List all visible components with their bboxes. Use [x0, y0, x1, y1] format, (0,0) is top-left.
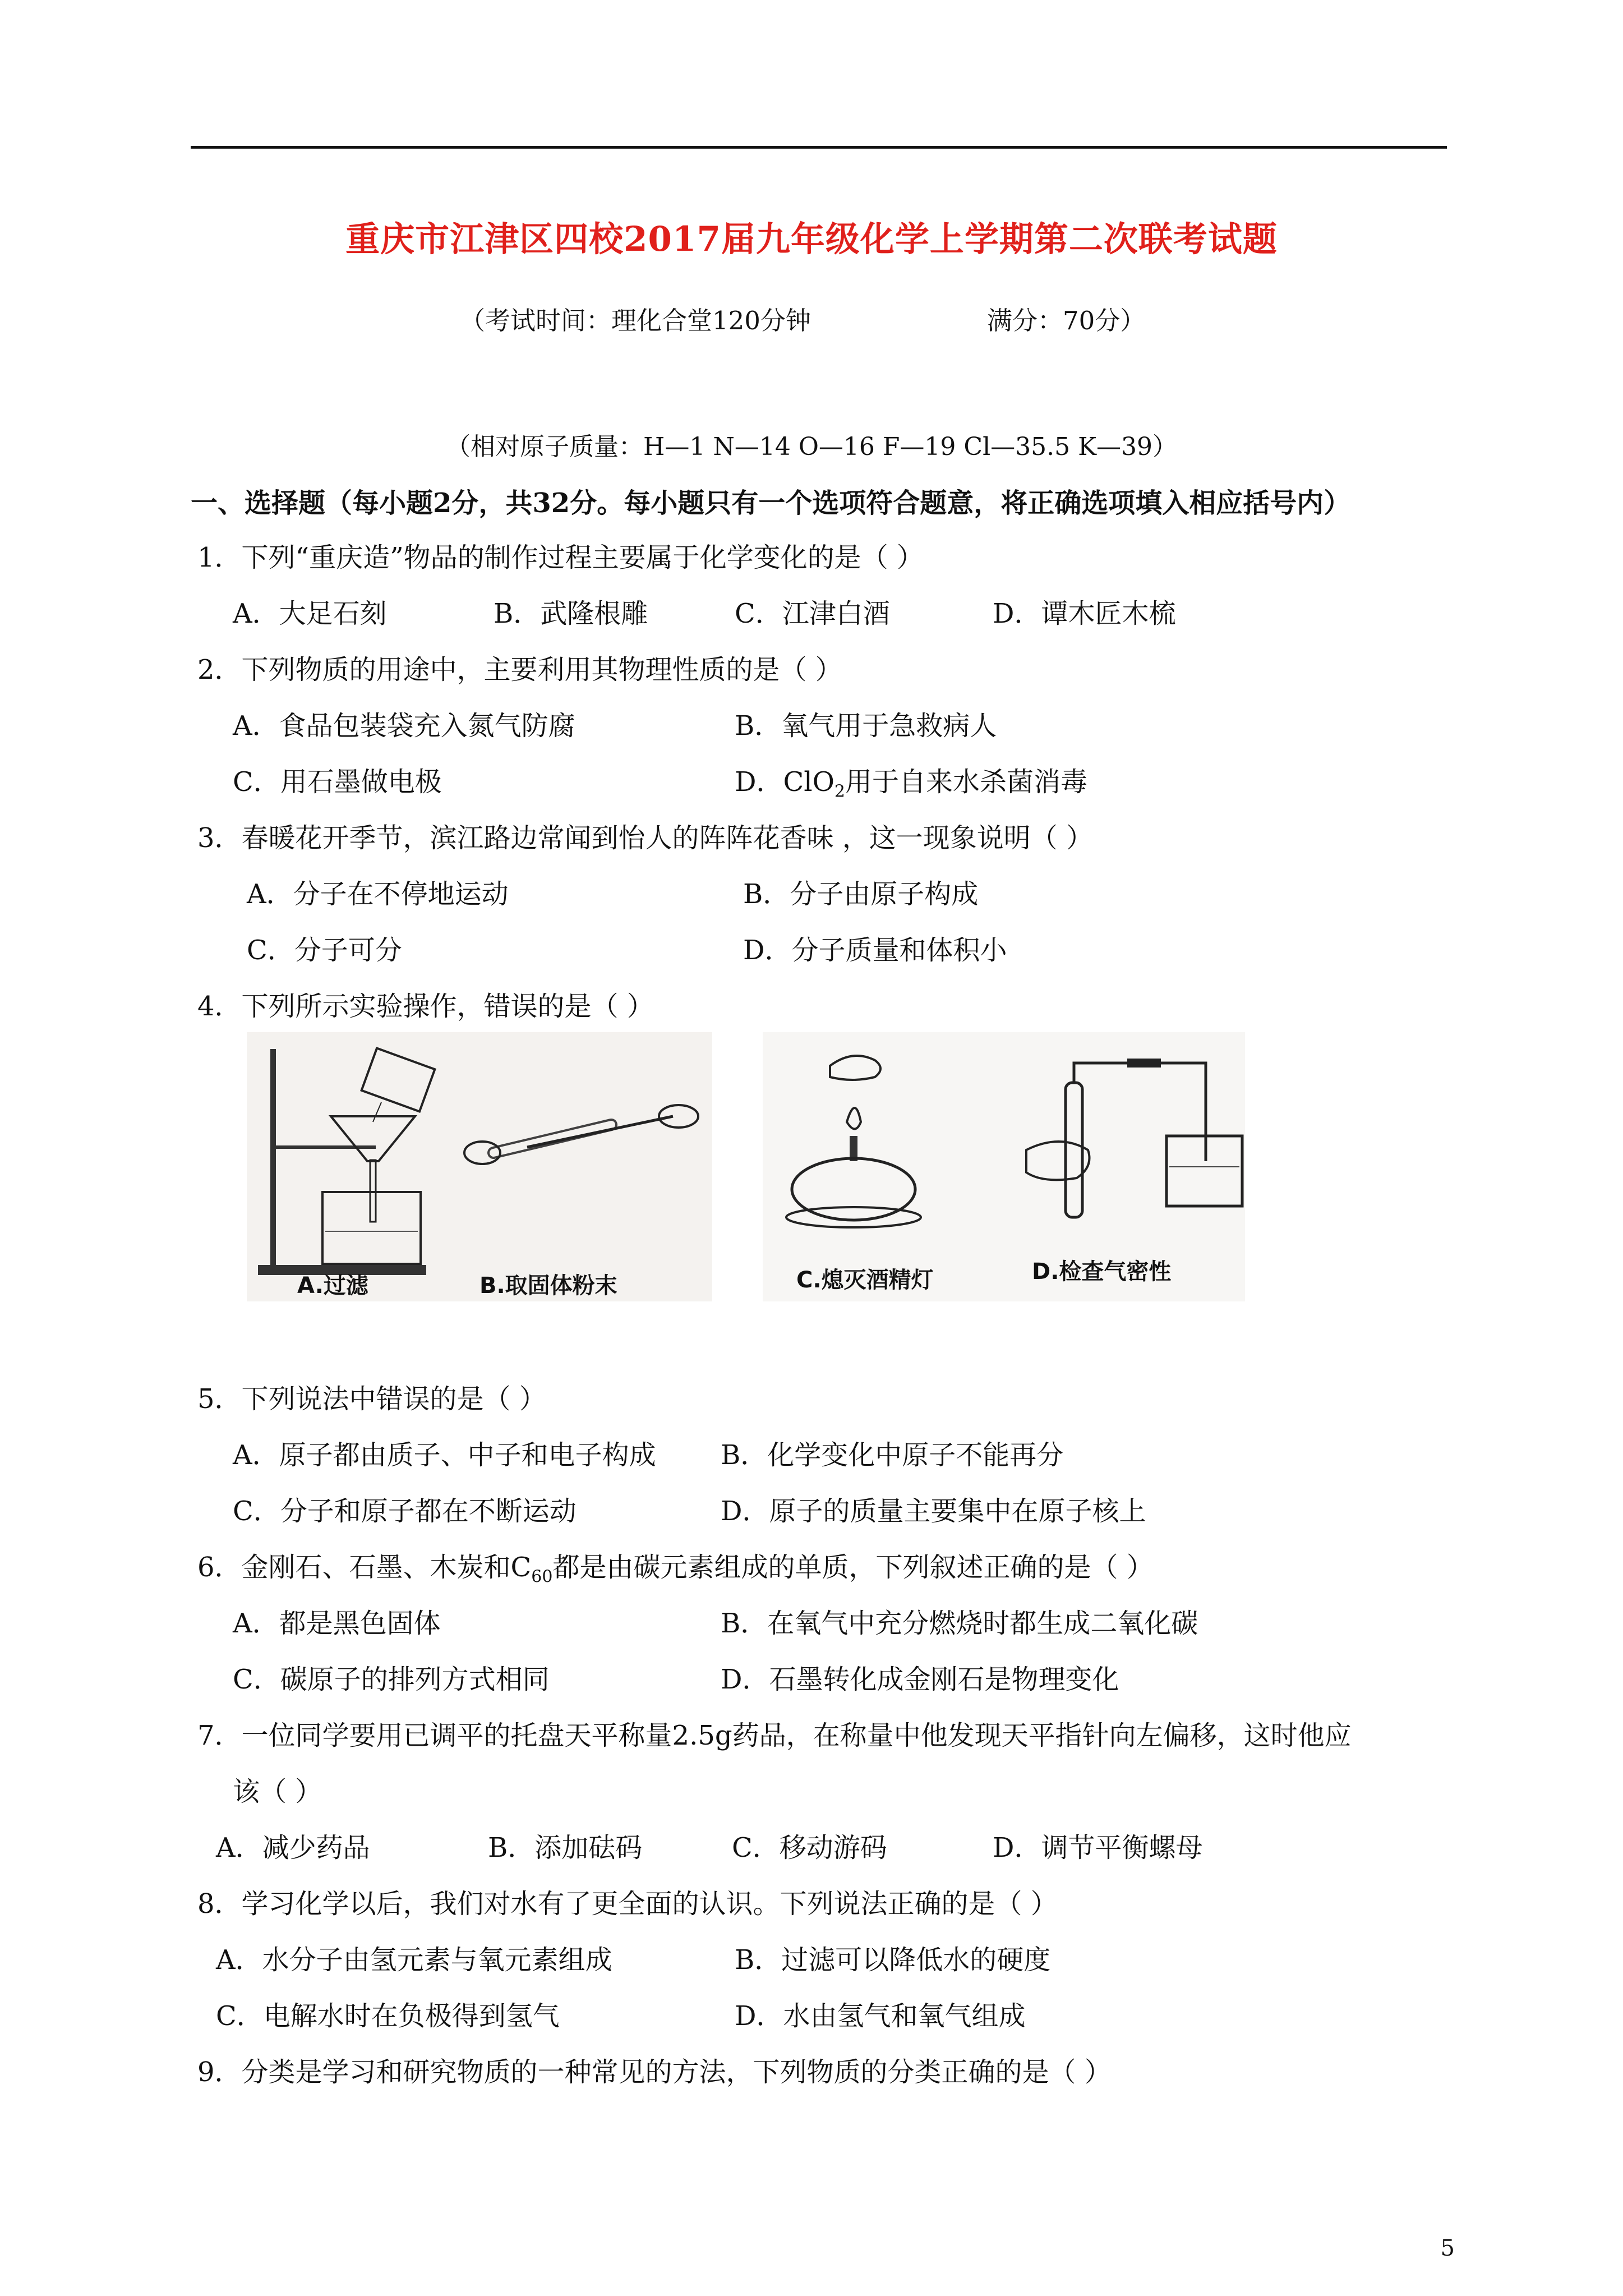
q8-option-c: C．电解水时在负极得到氢气 — [216, 2000, 560, 2032]
q7-option-b: B．添加砝码 — [488, 1832, 643, 1864]
lab-figure-cd — [763, 1032, 1245, 1301]
q5-option-b: B．化学变化中原子不能再分 — [721, 1439, 1064, 1471]
full-score: 满分：70分） — [987, 306, 1146, 335]
q1-option-d: D．谭木匠木梳 — [993, 598, 1176, 629]
exam-time: （考试时间：理化合堂120分钟 — [460, 306, 811, 335]
question-1-stem: 1．下列“重庆造”物品的制作过程主要属于化学变化的是（ ） — [197, 542, 924, 573]
question-7-stem-cont: 该（ ） — [233, 1776, 322, 1807]
q8-option-a: A．水分子由氢元素与氧元素组成 — [216, 1944, 612, 1976]
q2-option-b: B．氧气用于急救病人 — [735, 710, 997, 742]
caption-c: C.熄灭酒精灯 — [796, 1267, 934, 1293]
q1-option-b: B．武隆根雕 — [494, 598, 648, 629]
question-5-stem: 5．下列说法中错误的是（ ） — [197, 1383, 546, 1415]
q2-option-d: D．ClO$_2$用于自来水杀菌消毒 — [735, 766, 1088, 802]
q8-option-d: D．水由氢气和氧气组成 — [735, 2000, 1026, 2032]
q7-option-a: A．减少药品 — [216, 1832, 370, 1864]
question-8-stem: 8．学习化学以后，我们对水有了更全面的认识。下列说法正确的是（ ） — [197, 1888, 1058, 1920]
q1-option-a: A．大足石刻 — [233, 598, 387, 629]
q2-option-c: C．用石墨做电极 — [233, 766, 442, 798]
lab-figure-ab — [247, 1032, 712, 1301]
q1-option-c: C．江津白酒 — [735, 598, 890, 629]
question-9-stem: 9．分类是学习和研究物质的一种常见的方法，下列物质的分类正确的是（ ） — [197, 2056, 1112, 2088]
q2-option-a: A．食品包装袋充入氮气防腐 — [233, 710, 575, 742]
q3-option-b: B．分子由原子构成 — [743, 878, 979, 910]
q8-option-b: B．过滤可以降低水的硬度 — [735, 1944, 1051, 1976]
q5-option-c: C．分子和原子都在不断运动 — [233, 1496, 577, 1527]
q6-option-d: D．石墨转化成金刚石是物理变化 — [721, 1664, 1119, 1695]
q3-option-c: C．分子可分 — [247, 935, 402, 966]
section-heading: 一、选择题（每小题2分，共32分。每小题只有一个选项符合题意，将正确选项填入相应括号内） — [191, 487, 1351, 519]
q6-option-b: B．在氧气中充分燃烧时都生成二氧化碳 — [721, 1608, 1198, 1639]
page-number: 5 — [1440, 2235, 1455, 2261]
header-rule — [191, 146, 1447, 149]
caption-d: D.检查气密性 — [1032, 1259, 1172, 1285]
q6-option-a: A．都是黑色固体 — [233, 1608, 441, 1639]
q6-option-c: C．碳原子的排列方式相同 — [233, 1664, 550, 1695]
question-2-stem: 2．下列物质的用途中，主要利用其物理性质的是（ ） — [197, 654, 842, 685]
caption-a: A.过滤 — [297, 1273, 368, 1299]
q5-option-d: D．原子的质量主要集中在原子核上 — [721, 1496, 1146, 1527]
q3-option-a: A．分子在不停地运动 — [247, 878, 509, 910]
q5-option-a: A．原子都由质子、中子和电子构成 — [233, 1439, 656, 1471]
q7-option-c: C．移动游码 — [732, 1832, 887, 1864]
atomic-mass-note: （相对原子质量：H—1 N—14 O—16 F—19 Cl—35.5 K—39） — [446, 432, 1177, 461]
q7-option-d: D．调节平衡螺母 — [993, 1832, 1203, 1864]
page-title: 重庆市江津区四校2017届九年级化学上学期第二次联考试题 — [345, 219, 1278, 259]
question-4-stem: 4．下列所示实验操作，错误的是（ ） — [197, 991, 654, 1022]
question-6-stem: 6．金刚石、石墨、木炭和$C_{60}$都是由碳元素组成的单质，下列叙述正确的是（ ） — [197, 1552, 1154, 1587]
question-3-stem: 3．春暖花开季节，滨江路边常闻到怡人的阵阵花香味 ，这一现象说明（ ） — [197, 822, 1094, 854]
q3-option-d: D．分子质量和体积小 — [743, 935, 1007, 966]
caption-b: B.取固体粉末 — [479, 1273, 617, 1299]
question-7-stem: 7．一位同学要用已调平的托盘天平称量2.5g药品，在称量中他发现天平指针向左偏移，这时他应 — [197, 1720, 1352, 1751]
